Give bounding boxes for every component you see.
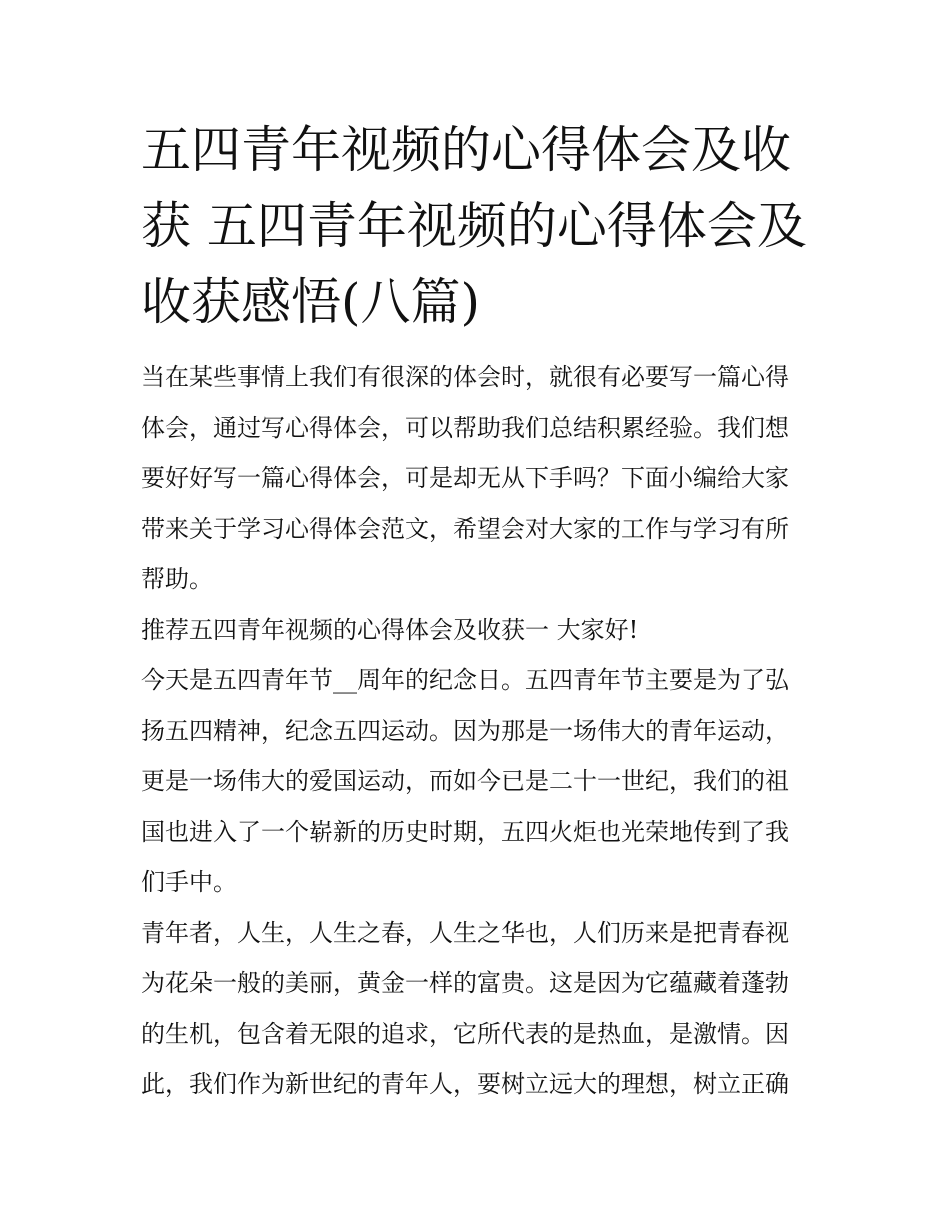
paragraph-line: 今天是五四青年节__周年的纪念日。五四青年节主要是为了弘: [141, 666, 789, 694]
paragraph-line: 青年者，人生，人生之春，人生之华也，人们历来是把青春视: [141, 918, 789, 947]
paragraph-line: 为花朵一般的美丽，黄金一样的富贵。这是因为它蕴藏着蓬勃: [141, 969, 789, 997]
title-line: 收获感悟(八篇): [141, 273, 481, 331]
paragraph-line: 体会，通过写心得体会，可以帮助我们总结积累经验。我们想: [141, 413, 789, 442]
document-title: [141, 112, 813, 340]
intro-paragraph: [141, 352, 813, 605]
paragraph-line: 此，我们作为新世纪的青年人，要树立远大的理想，树立正确: [141, 1070, 789, 1098]
paragraph-line: 们手中。: [141, 868, 237, 896]
paragraph-line: 推荐五四青年视频的心得体会及收获一 大家好!: [141, 615, 639, 644]
paragraph-line: 更是一场伟大的爱国运动，而如今已是二十一世纪，我们的祖: [141, 767, 789, 795]
body-paragraph: [141, 655, 813, 908]
paragraph-line: 要好好写一篇心得体会，可是却无从下手吗？下面小编给大家: [141, 464, 789, 492]
paragraph-line: 帮助。: [141, 565, 213, 593]
document-page: [141, 112, 813, 1110]
title-line: 获 五四青年视频的心得体会及: [141, 197, 807, 255]
section-heading-paragraph: [141, 605, 813, 656]
paragraph-line: 当在某些事情上我们有很深的体会时，就很有必要写一篇心得: [141, 363, 789, 391]
title-line: 五四青年视频的心得体会及收: [141, 121, 791, 179]
paragraph-line: 带来关于学习心得体会范文，希望会对大家的工作与学习有所: [141, 514, 789, 543]
paragraph-line: 国也进入了一个崭新的历史时期，五四火炬也光荣地传到了我: [141, 817, 789, 846]
paragraph-line: 扬五四精神，纪念五四运动。因为那是一场伟大的青年运动，: [141, 716, 789, 745]
body-paragraph: [141, 908, 813, 1110]
paragraph-line: 的生机，包含着无限的追求，它所代表的是热血，是激情。因: [141, 1019, 789, 1048]
